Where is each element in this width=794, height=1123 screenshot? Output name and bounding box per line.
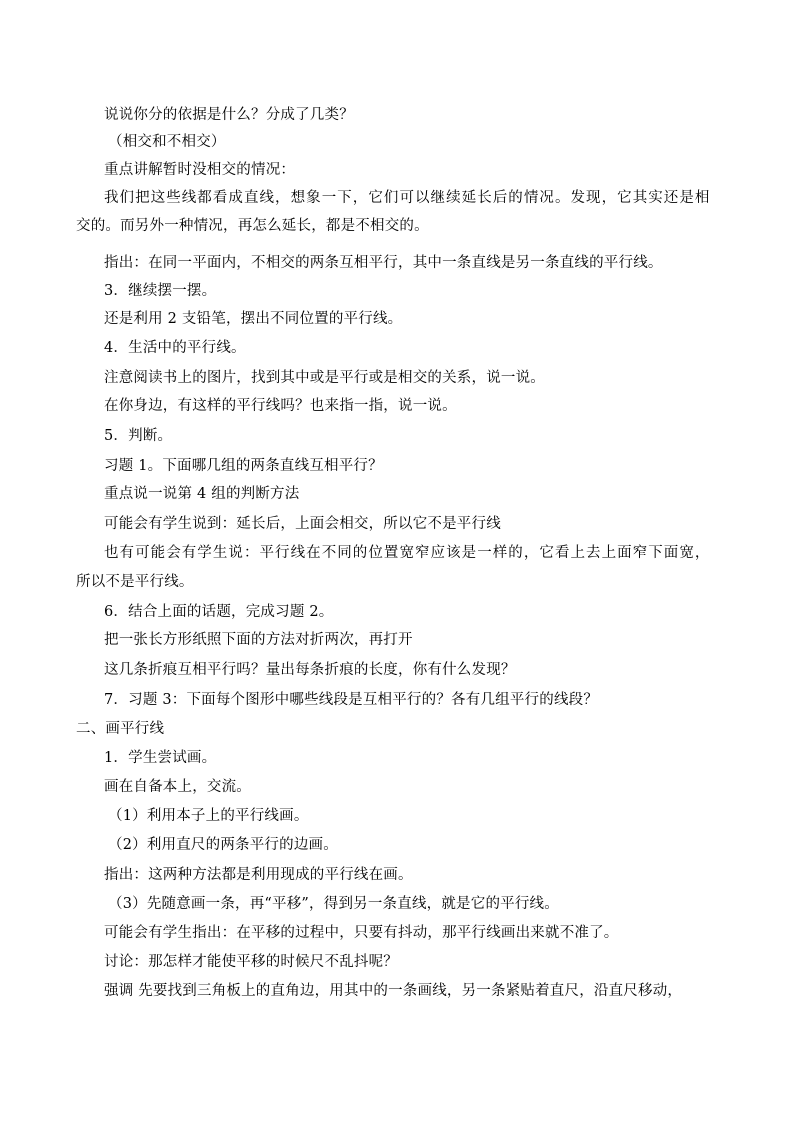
paragraph-line: 3．继续摆一摆。	[104, 283, 217, 299]
paragraph-line: 画在自备本上，交流。	[104, 779, 251, 795]
paragraph-line: 强调 先要找到三角板上的直角边，用其中的一条画线，另一条紧贴着直尺，沿直尺移动，	[104, 983, 683, 999]
paragraph-line: 4．生活中的平行线。	[104, 340, 246, 356]
section-heading: 二、画平行线	[76, 721, 165, 737]
paragraph-line: 可能会有学生说到：延长后，上面会相交，所以它不是平行线	[104, 516, 501, 532]
paragraph-line: 所以不是平行线。	[76, 574, 194, 590]
paragraph-line: 指出：在同一平面内，不相交的两条互相平行，其中一条直线是另一条直线的平行线。	[104, 255, 663, 271]
paragraph-line: 也有可能会有学生说：平行线在不同的位置宽窄应该是一样的，它看上去上面窄下面宽，	[104, 545, 711, 561]
paragraph-line: 指出：这两种方法都是利用现成的平行线在画。	[104, 867, 413, 883]
paragraph-line: （2）利用直尺的两条平行的边画。	[108, 837, 338, 853]
paragraph-line: 我们把这些线都看成直线，想象一下，它们可以继续延长后的情况。发现，它其实还是相	[104, 190, 711, 206]
paragraph-line: 注意阅读书上的图片，找到其中或是平行或是相交的关系，说一说。	[104, 370, 545, 386]
paragraph-line: 1．学生尝试画。	[104, 750, 217, 766]
paragraph-line: 交的。而另外一种情况，再怎么延长，都是不相交的。	[76, 218, 429, 234]
paragraph-line: 重点讲解暂时没相交的情况：	[104, 162, 296, 178]
paragraph-line: 说说你分的依据是什么？分成了几类？	[104, 107, 354, 123]
paragraph-line: （3）先随意画一条，再“平移”，得到另一条直线，就是它的平行线。	[108, 896, 559, 912]
paragraph-line: 还是利用 2 支铅笔，摆出不同位置的平行线。	[104, 311, 403, 327]
paragraph-line: 这几条折痕互相平行吗？量出每条折痕的长度，你有什么发现？	[104, 662, 516, 678]
paragraph-line: 7．习题 3：下面每个图形中哪些线段是互相平行的？各有几组平行的线段？	[104, 692, 599, 708]
paragraph-line: 可能会有学生指出：在平移的过程中，只要有抖动，那平行线画出来就不准了。	[104, 925, 619, 941]
paragraph-line: 5．判断。	[104, 428, 173, 444]
paragraph-line: （1）利用本子上的平行线画。	[108, 808, 309, 824]
paragraph-line: （相交和不相交）	[108, 134, 226, 150]
paragraph-line: 讨论：那怎样才能使平移的时候尺不乱抖呢？	[104, 954, 398, 970]
paragraph-line: 重点说一说第 4 组的判断方法	[104, 486, 300, 502]
paragraph-line: 把一张长方形纸照下面的方法对折两次，再打开	[104, 632, 413, 648]
paragraph-line: 在你身边，有这样的平行线吗？也来指一指，说一说。	[104, 398, 457, 414]
paragraph-line: 6．结合上面的话题，完成习题 2。	[104, 604, 334, 620]
paragraph-line: 习题 1。下面哪几组的两条直线互相平行？	[104, 458, 383, 474]
